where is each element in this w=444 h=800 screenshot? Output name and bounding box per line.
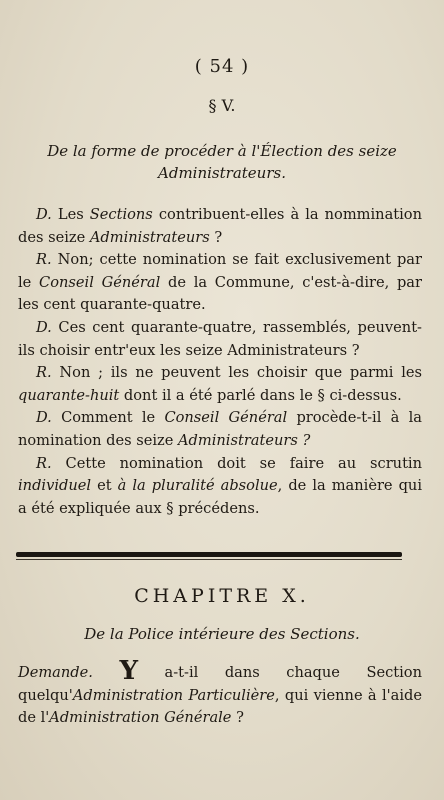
italic-term: Administration Particulière [72, 686, 275, 704]
chapter-title: CHAPITRE X. [134, 585, 310, 607]
italic-term: individuel [18, 477, 92, 495]
paragraph-question-3 [18, 407, 422, 452]
initial-letter: Y [119, 656, 138, 686]
text-run: ? [209, 228, 223, 246]
text-run: , de la manière qui a été expliquée aux § précédens. [18, 477, 422, 517]
section-heading [24, 140, 420, 184]
italic-term: Conseil Général [39, 273, 161, 291]
paragraph-answer-2 [18, 362, 422, 407]
text-run: Ces cent quarante-quatre, rassemblés, peuvent-ils choisir entr'eux les seize Administrateurs ? [18, 318, 422, 359]
italic-term: Administrateurs [89, 228, 210, 246]
italic-term: Administration Générale [49, 709, 232, 727]
text-run: a-t-il dans chaque Section quelqu' [18, 664, 422, 704]
demande-label: Demande. [18, 664, 93, 681]
italic-term: Sections [89, 206, 153, 223]
text-run: ? [231, 709, 244, 727]
text-run: Non ; ils ne peuvent les choisir que parmi les [51, 364, 422, 382]
page-number: ( 54 ) [194, 56, 250, 77]
text-run: Non; cette nomination se fait exclusivement par le [18, 251, 422, 291]
answer-marker: R. [36, 251, 52, 269]
demande-paragraph [18, 656, 422, 730]
question-marker: D. [36, 206, 52, 223]
question-marker: D. [36, 318, 52, 336]
question-marker: D. [36, 409, 52, 427]
paragraph-question-2 [18, 317, 422, 362]
text-run: Les [51, 206, 90, 223]
text-run: et [91, 477, 118, 495]
italic-term: Conseil Général [164, 409, 288, 427]
section-heading-line-2: Administrateurs. [158, 164, 286, 182]
chapter-subheading: De la Police intérieure des Sections. [84, 625, 360, 643]
text-run: dont il a été parlé dans le § ci-dessus. [119, 386, 402, 404]
section-number: § V. [208, 96, 236, 115]
question-answer-text [18, 204, 422, 520]
text-run: contribuent-elles à la nommination des seize [18, 206, 422, 246]
answer-marker: R. [36, 454, 52, 472]
paragraph-answer-1 [18, 249, 422, 317]
italic-term: quarante-huit [18, 386, 120, 404]
paragraph-answer-3 [18, 453, 422, 521]
italic-term: à la pluralité absolue [117, 477, 278, 495]
chapter-divider-thick [16, 552, 402, 557]
text-run: de la Commune, c'est-à-dire, par les cent quarante-quatre. [18, 273, 422, 314]
chapter-divider-thin [16, 559, 402, 560]
italic-term: Administrateurs ? [178, 431, 311, 449]
section-heading-line-1: De la forme de procéder à l'Élection des seize [47, 142, 397, 160]
text-run: Comment le [51, 409, 165, 427]
text-run: Cette nomination doit se faire au scrutin [51, 454, 422, 472]
paragraph-question-1 [18, 204, 422, 249]
answer-marker: R. [36, 364, 52, 382]
text-run: , qui vienne à l'aide de l' [18, 686, 422, 727]
text-run: procède-t-il à la nomination des seize [18, 409, 422, 449]
